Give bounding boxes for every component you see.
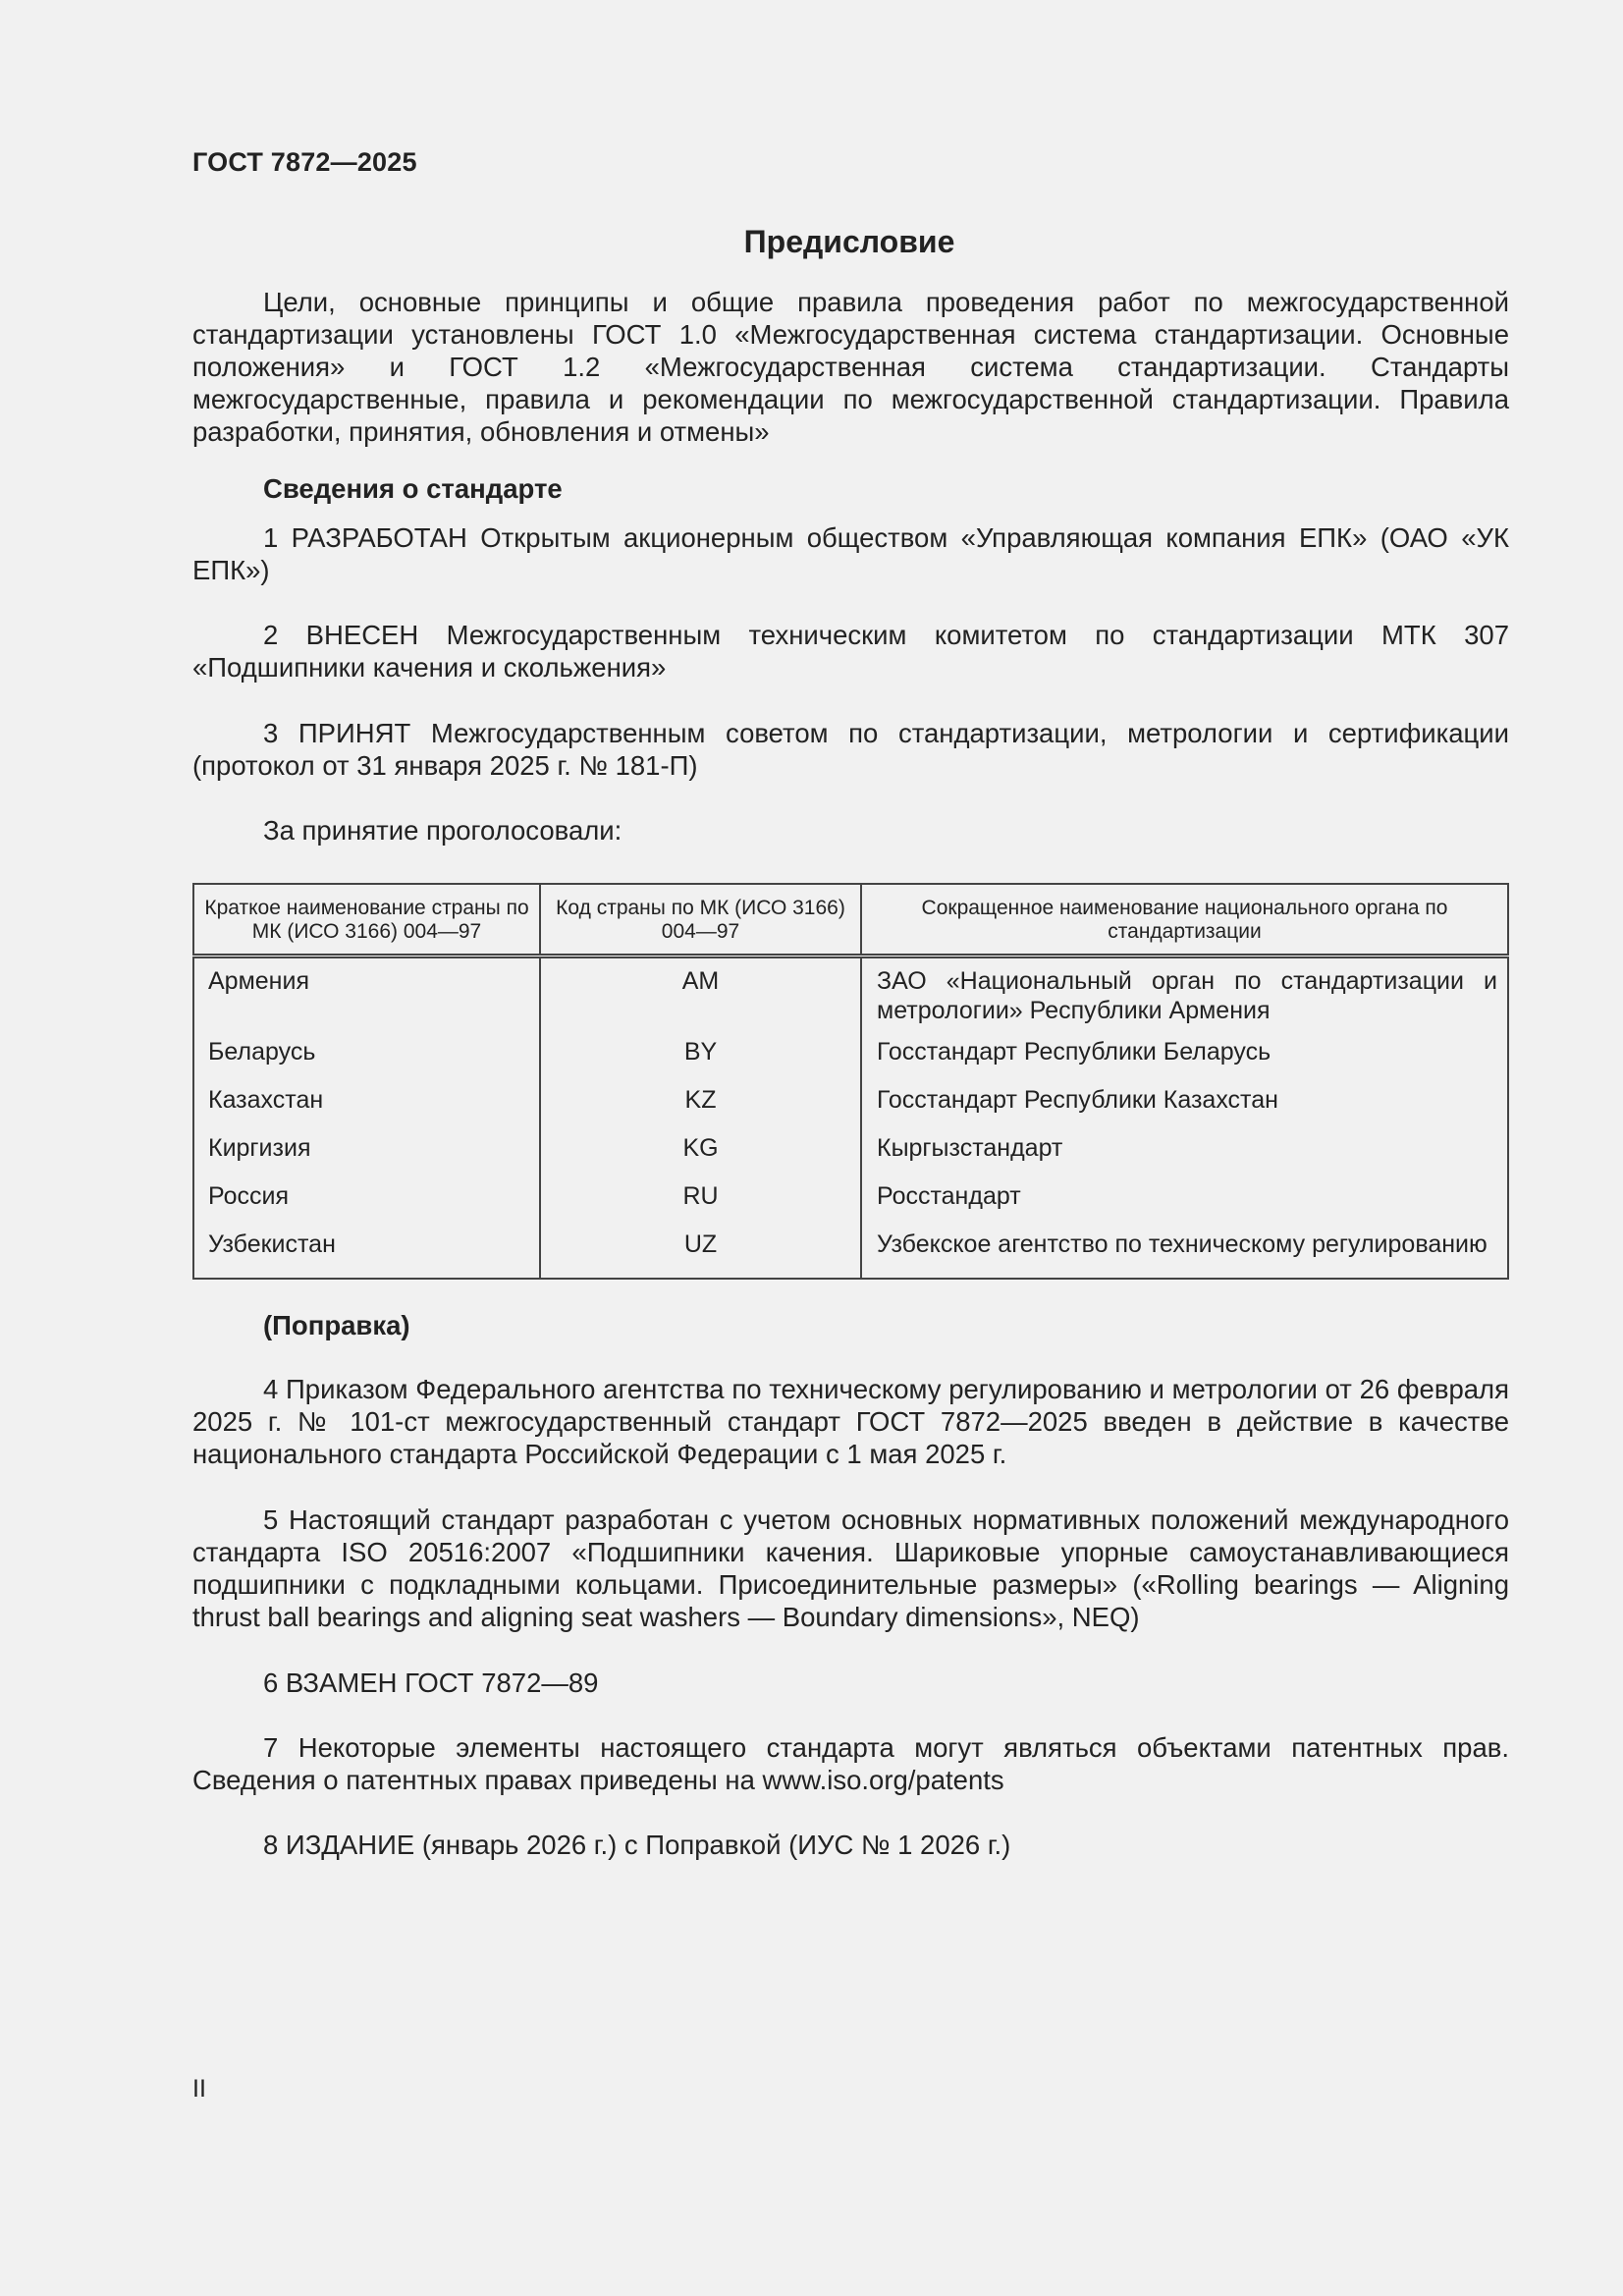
header-code: Код страны по МК (ИСО 3166) 004—97 (540, 884, 861, 957)
cell-code: RU (540, 1179, 861, 1228)
intro-paragraph: Цели, основные принципы и общие правила проведения работ по межгосударственной стандартизации установлены ГОСТ 1.0 «Межгосударственная система стандартизации. Основные положения» и ГОСТ 1.2 «Межгосударственная система стандартизации. Стандарты межгосударственные, правила и рекомендации по межгосударственной стандартизации. Правила разработки, принятия, обновления и отмены» (192, 287, 1509, 447)
table-row (193, 1035, 1508, 1083)
cell-code: UZ (540, 1228, 861, 1279)
voted-label: За принятие проголосовали: (263, 815, 622, 846)
member-states-table (192, 883, 1509, 1280)
cell-country: Беларусь (193, 1035, 540, 1083)
header-country: Краткое наименование страны по МК (ИСО 3166) 004—97 (193, 884, 540, 957)
cell-code: AM (540, 957, 861, 1035)
cell-org: Узбекское агентство по техническому регулированию (861, 1228, 1508, 1279)
table-row (193, 957, 1508, 1035)
cell-country: Казахстан (193, 1083, 540, 1131)
cell-org: Госстандарт Республики Казахстан (861, 1083, 1508, 1131)
info-heading: Сведения о стандарте (263, 473, 563, 504)
correction-label: (Поправка) (263, 1310, 410, 1340)
document-id: ГОСТ 7872—2025 (192, 147, 417, 177)
item-4-paragraph: 4 Приказом Федерального агентства по техническому регулированию и метрологии от 26 февраля 2025 г. № 101-ст межгосударственный стандарт ГОСТ 7872—2025 введен в действие в качестве национального стандарта Российской Федерации с 1 мая 2025 г. (192, 1374, 1509, 1469)
table-header-row (193, 884, 1508, 957)
item-1-paragraph: 1 РАЗРАБОТАН Открытым акционерным обществом «Управляющая компания ЕПК» (ОАО «УК ЕПК») (192, 522, 1509, 585)
page-title: Предисловие (743, 224, 955, 259)
cell-country: Россия (193, 1179, 540, 1228)
cell-code: BY (540, 1035, 861, 1083)
cell-code: KZ (540, 1083, 861, 1131)
item-2-paragraph: 2 ВНЕСЕН Межгосударственным техническим комитетом по стандартизации МТК 307 «Подшипники качения и скольжения» (192, 620, 1509, 683)
cell-org: Кыргызстандарт (861, 1131, 1508, 1179)
cell-country: Армения (193, 957, 540, 1035)
table-row (193, 1228, 1508, 1279)
item-5-paragraph: 5 Настоящий стандарт разработан с учетом основных нормативных положений международного стандарта ISO 20516:2007 «Подшипники качения. Шариковые упорные самоустанавливающиеся подшипники с подкладными кольцами. Присоединительные размеры» («Rolling bearings — Aligning thrust ball bearings and aligning seat washers — Boundary dimensions», NEQ) (192, 1504, 1509, 1632)
item-8-paragraph: 8 ИЗДАНИЕ (январь 2026 г.) с Поправкой (ИУС № 1 2026 г.) (263, 1830, 1011, 1860)
table-row (193, 1131, 1508, 1179)
cell-country: Узбекистан (193, 1228, 540, 1279)
cell-org: Госстандарт Республики Беларусь (861, 1035, 1508, 1083)
item-3-paragraph: 3 ПРИНЯТ Межгосударственным советом по стандартизации, метрологии и сертификации (протокол от 31 января 2025 г. № 181-П) (192, 718, 1509, 781)
table-row (193, 1179, 1508, 1228)
header-org: Сокращенное наименование национального органа по стандартизации (861, 884, 1508, 957)
table-row (193, 1083, 1508, 1131)
cell-org: Росстандарт (861, 1179, 1508, 1228)
cell-code: KG (540, 1131, 861, 1179)
item-7-paragraph: 7 Некоторые элементы настоящего стандарта могут являться объектами патентных прав. Сведения о патентных правах приведены на www.iso.org/patents (192, 1732, 1509, 1795)
page-number: II (192, 2075, 206, 2103)
item-6-paragraph: 6 ВЗАМЕН ГОСТ 7872—89 (263, 1667, 599, 1698)
cell-org: ЗАО «Национальный орган по стандартизации и метрологии» Республики Армения (861, 957, 1508, 1035)
cell-country: Киргизия (193, 1131, 540, 1179)
